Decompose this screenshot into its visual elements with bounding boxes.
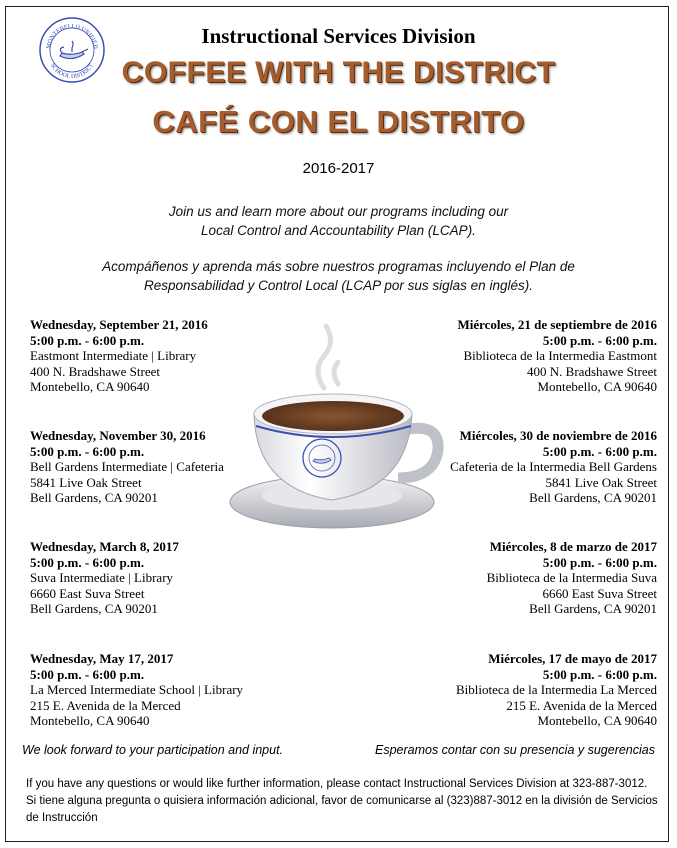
event-time: 5:00 p.m. - 6:00 p.m. (542, 554, 657, 570)
event-time: 5:00 p.m. - 6:00 p.m. (542, 332, 657, 348)
event-street: 5841 Live Oak Street (545, 474, 657, 490)
title-english: COFFEE WITH THE DISTRICT (121, 56, 556, 89)
event-street: 6660 East Suva Street (30, 585, 145, 601)
event-date: Wednesday, March 8, 2017 (30, 539, 179, 554)
event-location: Biblioteca de la Intermedia Suva (486, 570, 657, 586)
logo-text-bottom: SCHOOL DISTRICT (48, 62, 96, 81)
contact-spanish: Si tiene alguna pregunta o quisiera información adicional, favor de comunicarse al (323)887-3012 en la división de Servicios de Instrucción (26, 795, 658, 824)
event-city: Bell Gardens, CA 90201 (30, 601, 158, 617)
event-date: Wednesday, September 21, 2016 (30, 317, 208, 332)
event-es-2 (397, 428, 657, 506)
event-time: 5:00 p.m. - 6:00 p.m. (30, 332, 145, 348)
event-date: Miércoles, 17 de mayo de 2017 (488, 651, 657, 666)
event-city: Montebello, CA 90640 (537, 379, 657, 395)
event-location: Eastmont Intermediate | Library (30, 348, 197, 364)
coffee-surface (262, 401, 404, 431)
event-es-3 (397, 539, 657, 617)
event-street: 215 E. Avenida de la Merced (506, 697, 657, 713)
event-location: La Merced Intermediate School | Library (30, 682, 244, 698)
event-street: 6660 East Suva Street (542, 585, 657, 601)
event-time: 5:00 p.m. - 6:00 p.m. (30, 443, 145, 459)
event-street: 215 E. Avenida de la Merced (30, 697, 181, 713)
event-city: Bell Gardens, CA 90201 (529, 601, 657, 617)
event-city: Montebello, CA 90640 (537, 713, 657, 729)
event-date: Wednesday, May 17, 2017 (30, 651, 174, 666)
event-time: 5:00 p.m. - 6:00 p.m. (30, 554, 145, 570)
intro-english (0, 202, 677, 240)
event-date: Miércoles, 8 de marzo de 2017 (489, 539, 657, 554)
school-year: 2016-2017 (302, 160, 375, 177)
event-date: Wednesday, November 30, 2016 (30, 428, 206, 443)
closing-english: We look forward to your participation and input. (22, 743, 284, 757)
event-es-4 (397, 651, 657, 729)
event-city: Bell Gardens, CA 90201 (529, 490, 657, 506)
event-en-1 (30, 317, 290, 395)
event-time: 5:00 p.m. - 6:00 p.m. (30, 666, 145, 682)
event-street: 5841 Live Oak Street (30, 474, 142, 490)
event-time: 5:00 p.m. - 6:00 p.m. (542, 666, 657, 682)
logo-text-top: MONTEBELLO UNIFIED (45, 23, 99, 50)
division-heading: Instructional Services Division (201, 24, 476, 48)
event-street: 400 N. Bradshawe Street (30, 363, 160, 379)
event-city: Montebello, CA 90640 (30, 379, 150, 395)
event-time: 5:00 p.m. - 6:00 p.m. (542, 443, 657, 459)
event-location: Suva Intermediate | Library (30, 570, 174, 586)
intro-spanish-line1: Acompáñenos y aprenda más sobre nuestros programas incluyendo el Plan de (102, 259, 575, 274)
intro-english-line2: Local Control and Accountability Plan (LCAP). (201, 223, 476, 238)
closing-spanish: Esperamos contar con su presencia y sugerencias (374, 743, 655, 757)
event-city: Montebello, CA 90640 (30, 713, 150, 729)
event-location: Biblioteca de la Intermedia Eastmont (463, 348, 657, 364)
contact-english: If you have any questions or would like further information, please contact Instructional Services Division at 323-887-3012. (26, 778, 648, 790)
intro-english-line1: Join us and learn more about our programs including our (168, 204, 509, 219)
event-en-2 (30, 428, 290, 506)
steam (318, 326, 338, 388)
event-date: Miércoles, 30 de noviembre de 2016 (459, 428, 657, 443)
event-en-4 (30, 651, 290, 729)
event-en-3 (30, 539, 290, 617)
intro-spanish-line2: Responsabilidad y Control Local (LCAP por sus siglas en inglés). (144, 278, 533, 293)
event-es-1 (397, 317, 657, 395)
title-spanish: CAFÉ CON EL DISTRITO (152, 104, 525, 139)
event-location: Biblioteca de la Intermedia La Merced (455, 682, 657, 698)
contact-info (26, 776, 666, 827)
event-city: Bell Gardens, CA 90201 (30, 490, 158, 506)
event-location: Cafeteria de la Intermedia Bell Gardens (450, 459, 657, 475)
event-location: Bell Gardens Intermediate | Cafeteria (30, 459, 224, 475)
event-street: 400 N. Bradshawe Street (527, 363, 657, 379)
event-date: Miércoles, 21 de septiembre de 2016 (457, 317, 657, 332)
intro-spanish (0, 257, 677, 295)
